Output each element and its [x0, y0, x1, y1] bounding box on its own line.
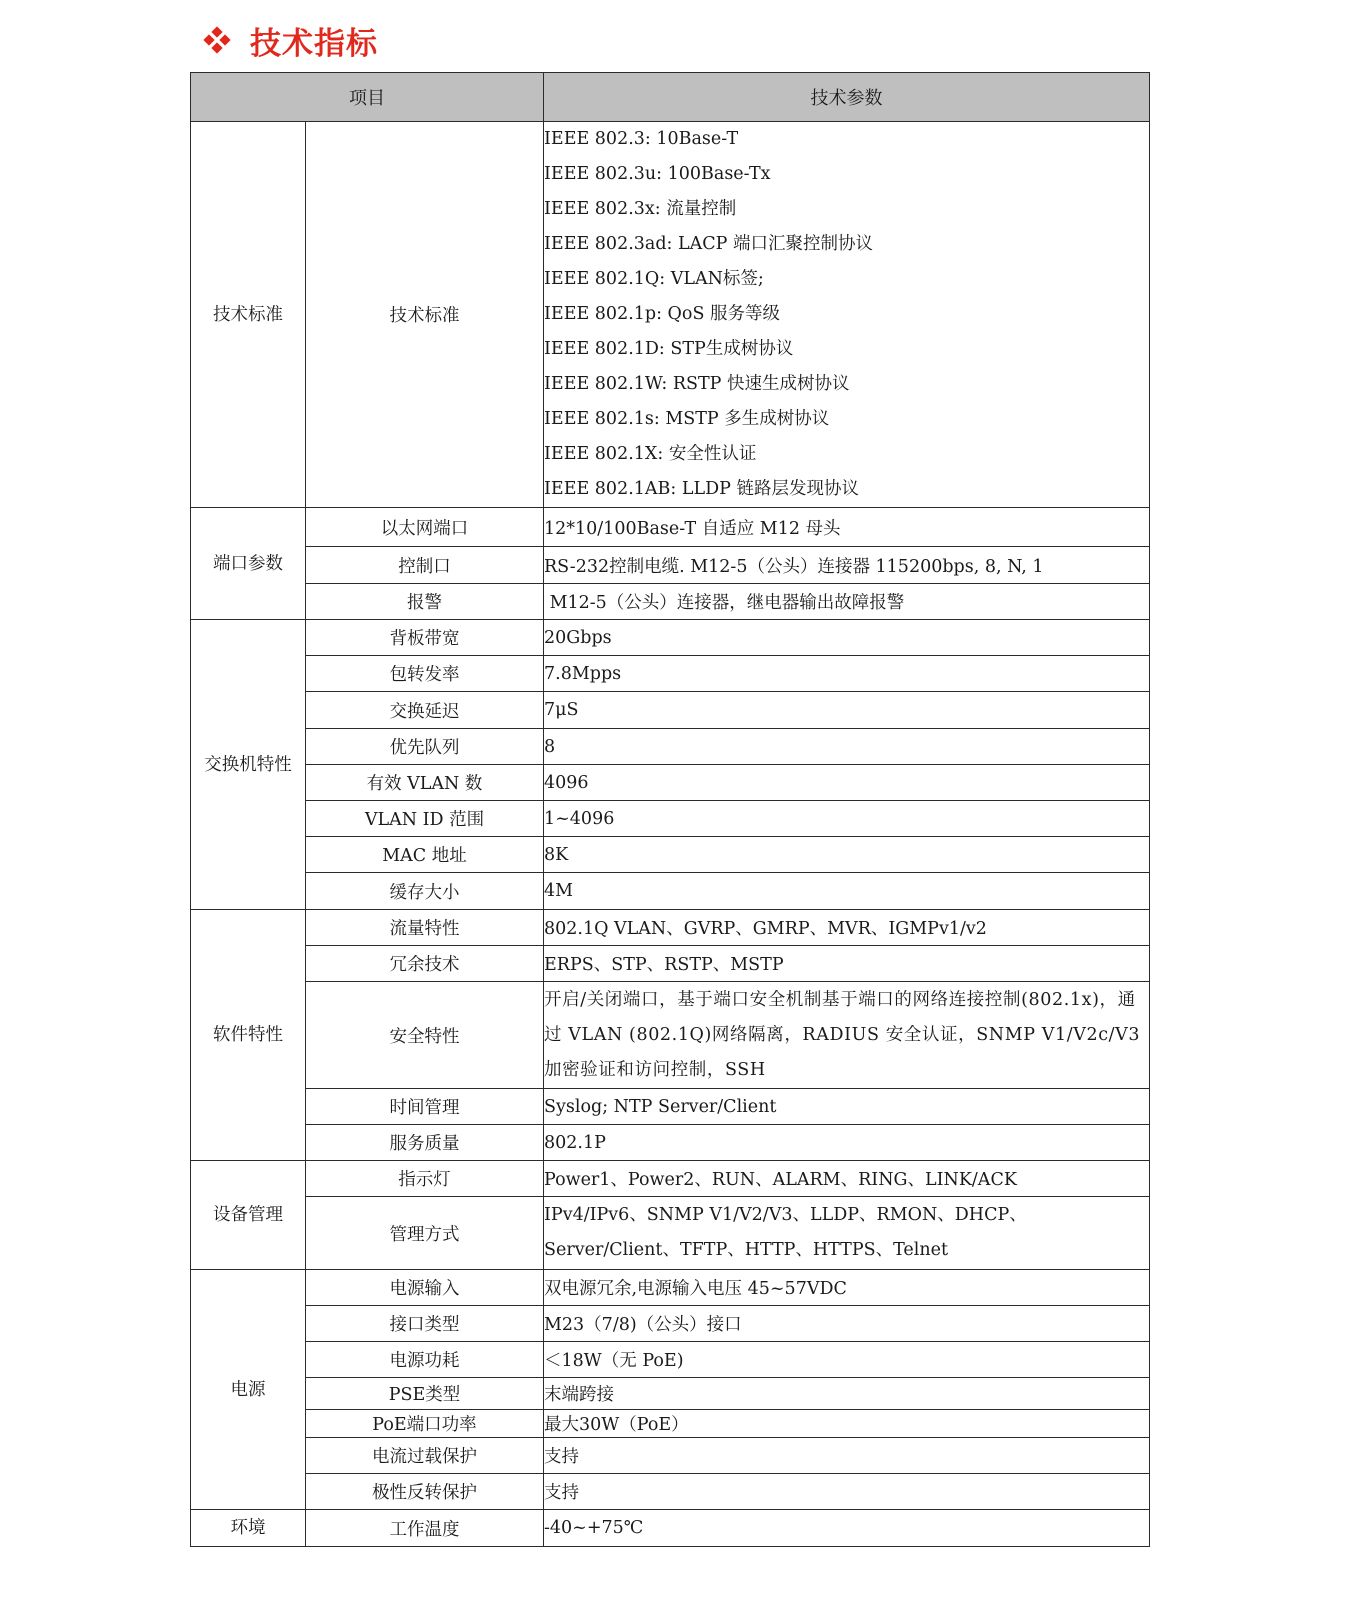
table-header-row: [191, 73, 1150, 122]
table-row: [191, 584, 1150, 620]
spec-table: [190, 72, 1150, 1547]
table-row: [191, 1438, 1150, 1474]
table-row: [191, 1270, 1150, 1306]
table-row: [191, 1197, 1150, 1270]
item-cell: 交换延迟: [306, 692, 544, 729]
value-cell: 802.1P: [544, 1125, 1150, 1161]
value-cell: [544, 122, 1150, 508]
value-cell: 最大30W（PoE）: [544, 1410, 1150, 1438]
item-cell: 服务质量: [306, 1125, 544, 1161]
item-cell: 指示灯: [306, 1161, 544, 1197]
item-cell: 接口类型: [306, 1306, 544, 1342]
value-cell: Syslog; NTP Server/Client: [544, 1089, 1150, 1125]
value-cell: 1~4096: [544, 801, 1150, 837]
item-cell: 时间管理: [306, 1089, 544, 1125]
table-row: [191, 508, 1150, 547]
item-cell: 缓存大小: [306, 873, 544, 910]
standard-line: IEEE 802.1X: 安全性认证: [544, 444, 757, 464]
table-row: [191, 1161, 1150, 1197]
item-cell: 电源功耗: [306, 1342, 544, 1378]
value-cell: -40~+75℃: [544, 1510, 1150, 1547]
section-title-text: 技术指标: [250, 25, 378, 62]
value-cell: 支持: [544, 1474, 1150, 1510]
value-cell: 开启/关闭端口，基于端口安全机制基于端口的网络连接控制(802.1x)，通过 VLAN (802.1Q)网络隔离，RADIUS 安全认证，SNMP V1/V2c/V3 加密验证和访问控制，SSH: [544, 982, 1150, 1089]
value-cell: M23（7/8)（公头）接口: [544, 1306, 1150, 1342]
category-cell: 交换机特性: [191, 620, 306, 910]
standard-line: IEEE 802.3ad: LACP 端口汇聚控制协议: [544, 234, 873, 254]
table-row: [191, 692, 1150, 729]
table-row: [191, 729, 1150, 765]
value-cell: ERPS、STP、RSTP、MSTP: [544, 946, 1150, 982]
item-cell: 电源输入: [306, 1270, 544, 1306]
item-cell: 极性反转保护: [306, 1474, 544, 1510]
value-cell: M12-5（公头）连接器，继电器输出故障报警: [544, 584, 1150, 620]
item-cell: 流量特性: [306, 910, 544, 946]
value-cell: 4M: [544, 873, 1150, 910]
category-cell: 环境: [191, 1510, 306, 1547]
table-row: [191, 837, 1150, 873]
value-cell: 12*10/100Base-T 自适应 M12 母头: [544, 508, 1150, 547]
standard-line: IEEE 802.1p: QoS 服务等级: [544, 304, 780, 324]
table-row: [191, 1378, 1150, 1410]
header-item: 项目: [191, 73, 544, 122]
header-params: 技术参数: [544, 73, 1150, 122]
category-cell: 设备管理: [191, 1161, 306, 1270]
table-row: [191, 1089, 1150, 1125]
value-cell: 20Gbps: [544, 620, 1150, 656]
table-row: [191, 1410, 1150, 1438]
table-row: [191, 1125, 1150, 1161]
item-cell: 工作温度: [306, 1510, 544, 1547]
category-cell: 电源: [191, 1270, 306, 1510]
value-cell: 4096: [544, 765, 1150, 801]
value-cell: ＜18W（无 PoE): [544, 1342, 1150, 1378]
item-cell: 管理方式: [306, 1197, 544, 1270]
item-cell: MAC 地址: [306, 837, 544, 873]
value-cell: Power1、Power2、RUN、ALARM、RING、LINK/ACK: [544, 1161, 1150, 1197]
value-cell: 7.8Mpps: [544, 656, 1150, 692]
standard-line: IEEE 802.3: 10Base-T: [544, 129, 739, 149]
standard-line: IEEE 802.3x: 流量控制: [544, 199, 737, 219]
item-cell: 有效 VLAN 数: [306, 765, 544, 801]
item-cell: 包转发率: [306, 656, 544, 692]
table-row: [191, 122, 1150, 508]
standard-line: IEEE 802.1AB: LLDP 链路层发现协议: [544, 479, 859, 499]
table-row: [191, 873, 1150, 910]
table-row: [191, 620, 1150, 656]
value-cell: 8: [544, 729, 1150, 765]
table-row: [191, 765, 1150, 801]
value-cell: 8K: [544, 837, 1150, 873]
standard-line: IEEE 802.1D: STP生成树协议: [544, 339, 794, 359]
table-row: [191, 982, 1150, 1089]
table-row: [191, 1342, 1150, 1378]
table-row: [191, 910, 1150, 946]
item-cell: PoE端口功率: [306, 1410, 544, 1438]
diamond-bullet-icon: [204, 27, 230, 53]
value-cell: RS-232控制电缆. M12-5（公头）连接器 115200bps, 8, N, 1: [544, 547, 1150, 584]
table-row: [191, 1510, 1150, 1547]
item-cell: PSE类型: [306, 1378, 544, 1410]
item-cell: 以太网端口: [306, 508, 544, 547]
category-cell: 端口参数: [191, 508, 306, 620]
item-cell: 背板带宽: [306, 620, 544, 656]
table-row: [191, 656, 1150, 692]
table-row: [191, 547, 1150, 584]
standard-line: IEEE 802.1W: RSTP 快速生成树协议: [544, 374, 850, 394]
item-cell: VLAN ID 范围: [306, 801, 544, 837]
standard-line: IEEE 802.1s: MSTP 多生成树协议: [544, 409, 830, 429]
item-cell: 电流过载保护: [306, 1438, 544, 1474]
item-cell: 控制口: [306, 547, 544, 584]
item-cell: 优先队列: [306, 729, 544, 765]
category-cell: 技术标准: [191, 122, 306, 508]
value-cell: 802.1Q VLAN、GVRP、GMRP、MVR、IGMPv1/v2: [544, 910, 1150, 946]
item-cell: 冗余技术: [306, 946, 544, 982]
value-cell: 末端跨接: [544, 1378, 1150, 1410]
value-cell: 7μS: [544, 692, 1150, 729]
standard-line: IEEE 802.1Q: VLAN标签;: [544, 269, 764, 289]
item-cell: 技术标准: [306, 122, 544, 508]
table-row: [191, 1474, 1150, 1510]
section-title: [204, 16, 378, 64]
value-cell: 支持: [544, 1438, 1150, 1474]
category-cell: 软件特性: [191, 910, 306, 1161]
item-cell: 安全特性: [306, 982, 544, 1089]
table-row: [191, 1306, 1150, 1342]
item-cell: 报警: [306, 584, 544, 620]
standard-line: IEEE 802.3u: 100Base-Tx: [544, 164, 771, 184]
value-cell: 双电源冗余,电源输入电压 45~57VDC: [544, 1270, 1150, 1306]
value-cell: IPv4/IPv6、SNMP V1/V2/V3、LLDP、RMON、DHCP、Server/Client、TFTP、HTTP、HTTPS、Telnet: [544, 1197, 1150, 1270]
table-row: [191, 946, 1150, 982]
table-row: [191, 801, 1150, 837]
